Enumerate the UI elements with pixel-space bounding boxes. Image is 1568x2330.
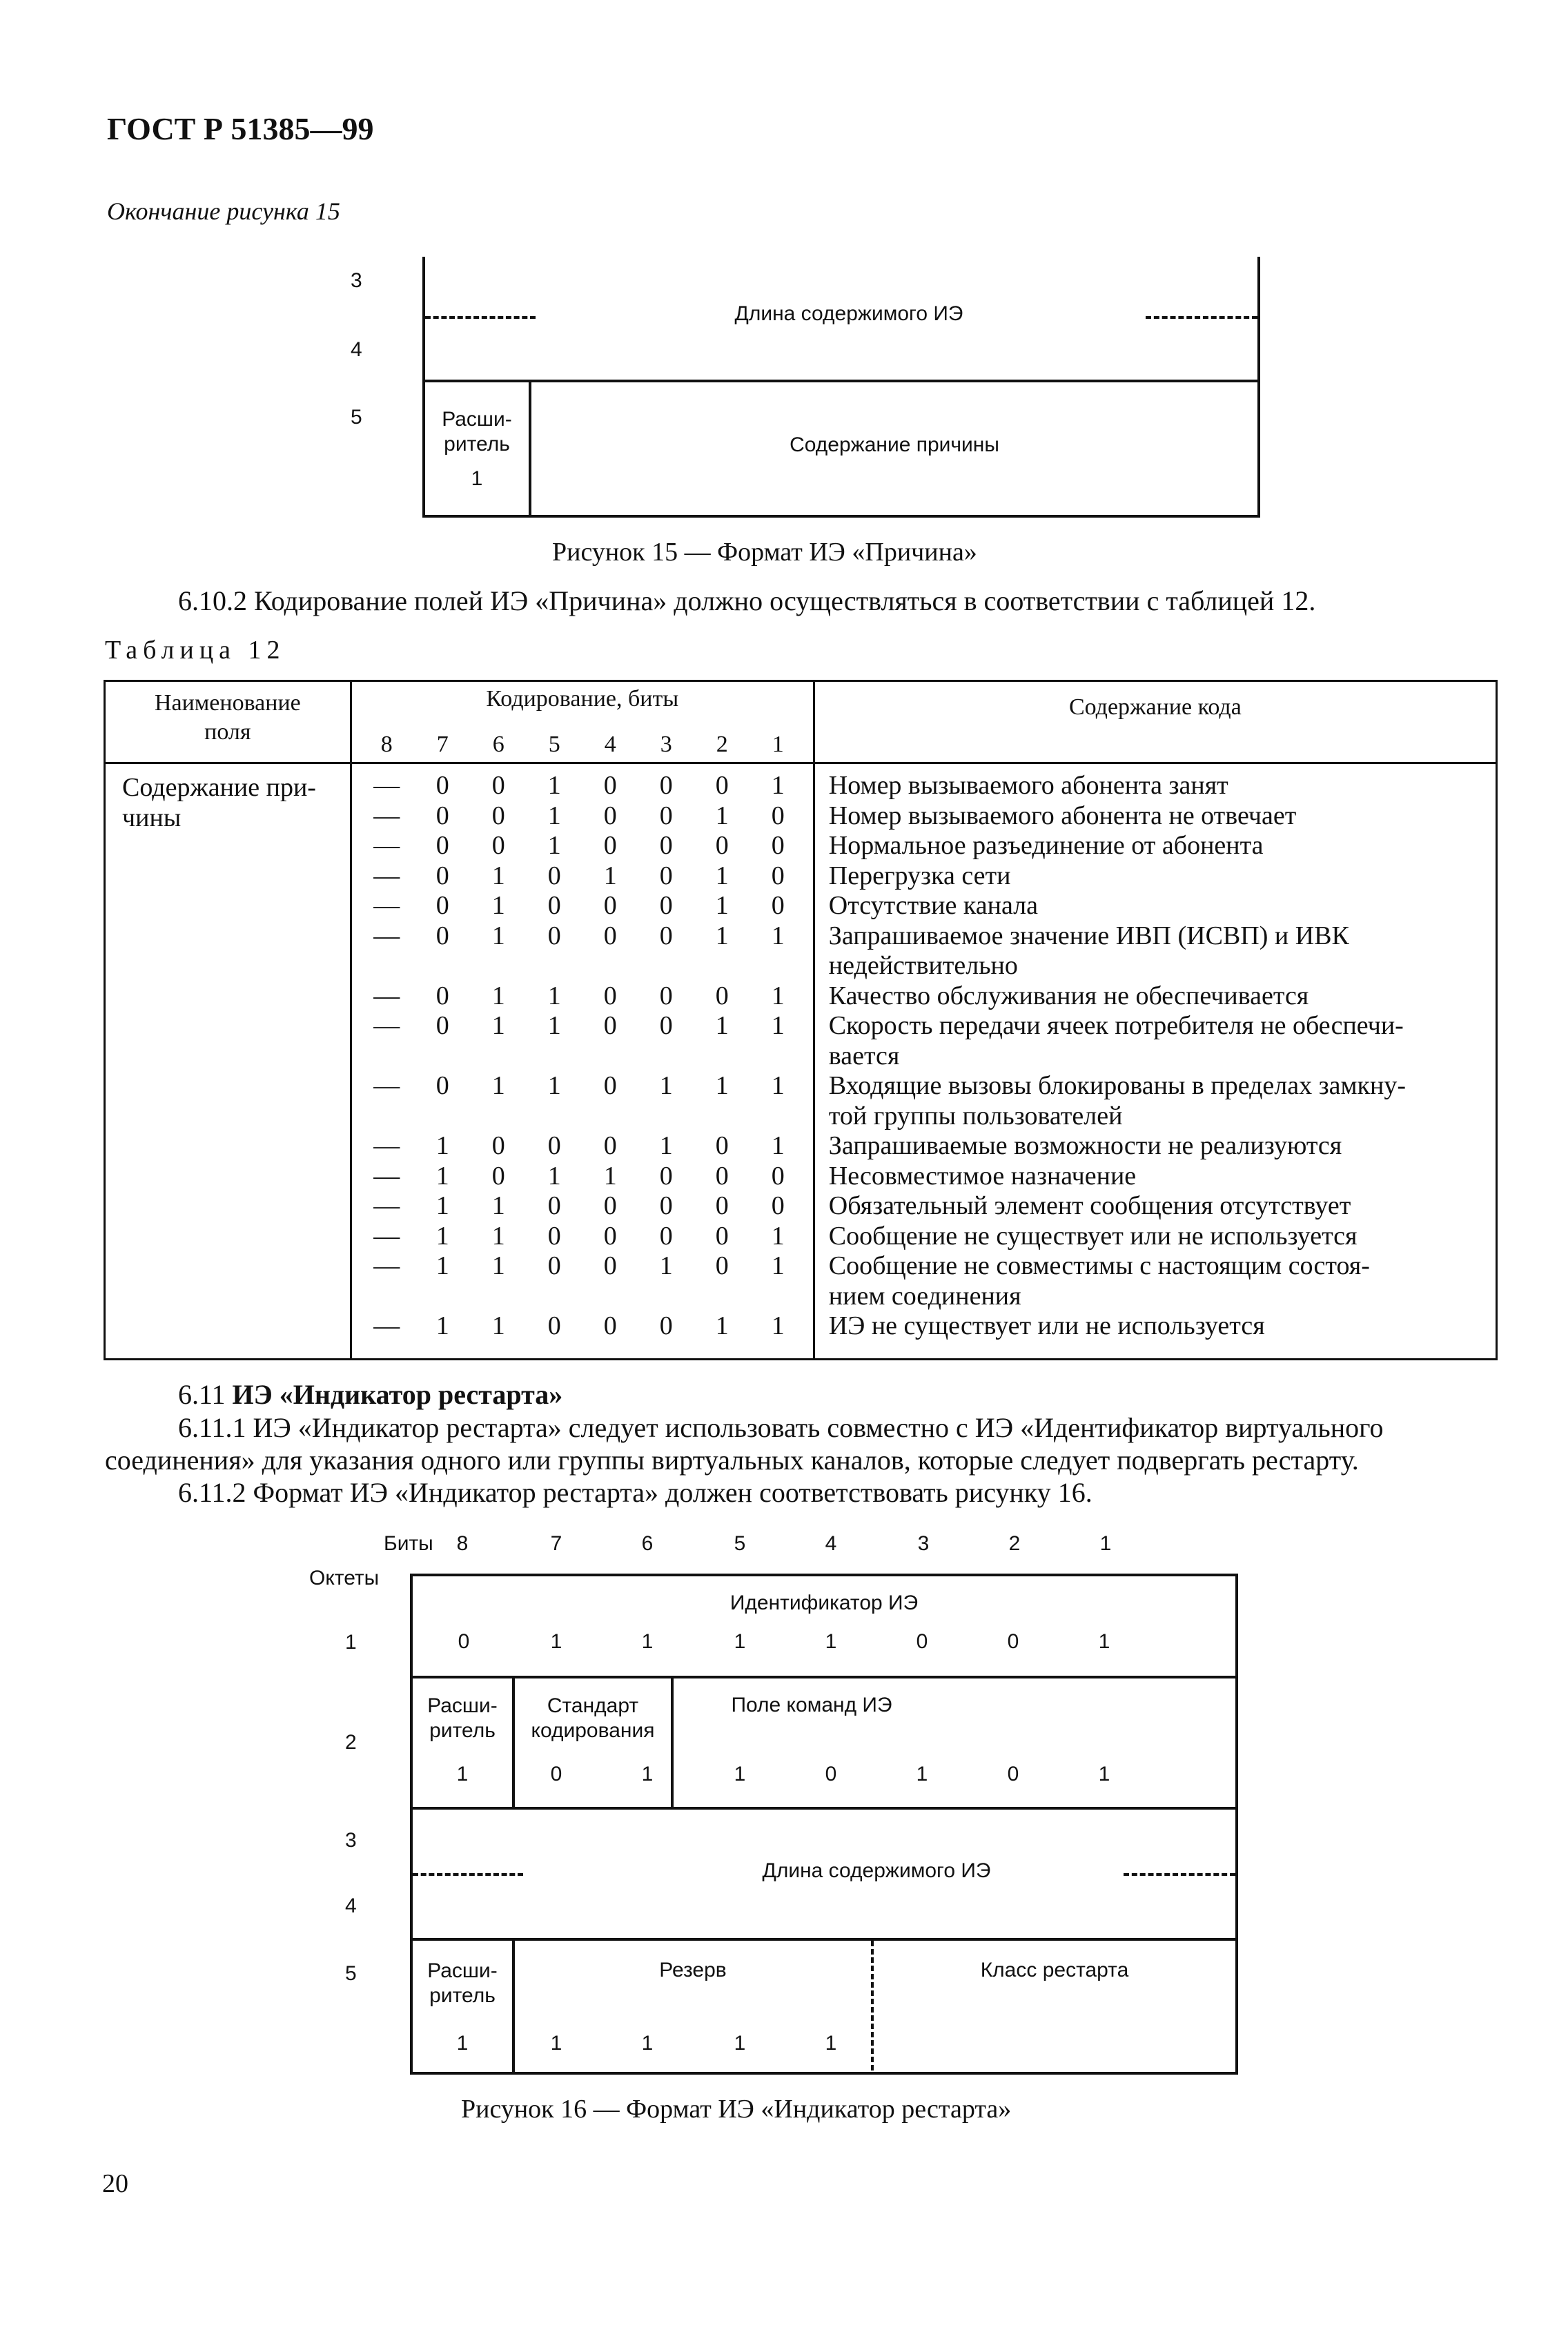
bit-value: 0: [603, 1071, 617, 1100]
octet-number: 1: [345, 1631, 357, 1654]
bit-value: 1: [550, 2032, 562, 2055]
bit-value: 1: [435, 1131, 449, 1160]
bit-value: —: [373, 1251, 400, 1280]
bit-value: —: [373, 861, 400, 890]
figure-15-caption: Рисунок 15 — Формат ИЭ «Причина»: [552, 538, 977, 567]
extender-label: Расши- ритель 1: [442, 408, 512, 490]
bit-number: 1: [772, 732, 784, 757]
bit-value: —: [373, 1011, 400, 1040]
bit-value: 1: [771, 771, 785, 800]
bit-value: 0: [547, 1191, 561, 1220]
code-description-line: Сообщение не совместимы с настоящим состоя-: [828, 1251, 1370, 1280]
bit-value: 0: [491, 831, 505, 860]
bit-value: 1: [547, 981, 561, 1010]
bit-value: 0: [491, 1131, 505, 1160]
bit-number: 4: [604, 732, 616, 757]
bit-value: 0: [825, 1763, 837, 1785]
bit-value: 0: [715, 1191, 729, 1220]
frame-line: [410, 2072, 1238, 2075]
bit-value: 0: [435, 921, 449, 950]
bit-value: 0: [603, 771, 617, 800]
bit-value: 6: [641, 1532, 654, 1555]
bit-value: —: [373, 801, 400, 830]
bit-value: 0: [547, 891, 561, 920]
bit-value: 0: [547, 1251, 561, 1280]
bit-value: 1: [715, 861, 729, 890]
bit-value: 0: [547, 861, 561, 890]
bit-value: 0: [659, 1221, 673, 1251]
code-descriptions: [815, 764, 1496, 1358]
bit-value: 1: [771, 1131, 785, 1160]
bit-value: 0: [550, 1763, 562, 1785]
bit-value: 1: [659, 1071, 673, 1100]
bit-value: 1: [715, 1011, 729, 1040]
table-body-row: [105, 763, 1497, 1360]
octet-number: 5: [351, 406, 362, 429]
dashed-line: [413, 1873, 523, 1876]
bit-value: 0: [458, 1630, 470, 1653]
frame-line: [410, 1807, 1238, 1810]
bit-value: 0: [603, 921, 617, 950]
bit-value: 1: [641, 1763, 654, 1785]
coding-standard-label: Стандарт кодирования: [531, 1694, 655, 1742]
bit-value: 0: [771, 1161, 785, 1191]
bit-value: —: [373, 831, 400, 860]
bit-value: 1: [491, 1251, 505, 1280]
bit-value: 1: [1098, 1763, 1110, 1785]
bit-value: 0: [435, 771, 449, 800]
bit-value: 1: [659, 1131, 673, 1160]
bit-value: —: [373, 1311, 400, 1340]
bit-values: [352, 764, 813, 1358]
bit-value: 1: [547, 1011, 561, 1040]
bit-value: —: [373, 891, 400, 920]
bit-row: [352, 921, 813, 952]
bit-value: 0: [603, 831, 617, 860]
bit-number: 3: [660, 732, 672, 757]
code-description-line: Сообщение не существует или не используется: [828, 1221, 1358, 1251]
section-6-11-heading: 6.11 ИЭ «Индикатор рестарта»: [178, 1379, 563, 1410]
bit-value: 1: [491, 1191, 505, 1220]
bit-row: [352, 861, 813, 892]
bit-value: 0: [659, 1011, 673, 1040]
bit-value: 0: [659, 831, 673, 860]
reserve-label: Резерв: [659, 1959, 727, 1981]
bit-value: 1: [715, 1311, 729, 1340]
command-field-label: Поле команд ИЭ: [731, 1694, 892, 1716]
code-description-line: той группы пользователей: [828, 1101, 1123, 1130]
octet-number: 3: [351, 269, 362, 292]
bit-value: 1: [547, 1071, 561, 1100]
bit-value: 0: [435, 891, 449, 920]
bit-row: [352, 981, 813, 1012]
octet-number: 5: [345, 1962, 357, 1985]
bit-value: 0: [603, 1011, 617, 1040]
bit-value: 0: [659, 771, 673, 800]
paragraph-6-10-2: 6.10.2 Кодирование полей ИЭ «Причина» должно осуществляться в соответствии с таблицей 12.: [178, 585, 1316, 616]
octet-number: 2: [345, 1731, 357, 1754]
bit-value: —: [373, 921, 400, 950]
cause-content-label: Содержание причины: [790, 433, 999, 456]
code-description-line: Скорость передачи ячеек потребителя не обеспечи-: [828, 1011, 1404, 1040]
bit-value: —: [373, 1221, 400, 1251]
bit-row: [352, 1011, 813, 1041]
field-name-cell: Содержание при- чины: [105, 763, 351, 1360]
frame-line: [410, 1938, 1238, 1941]
bit-value: 1: [435, 1251, 449, 1280]
code-description-line: недействительно: [828, 951, 1018, 980]
bit-value: 0: [603, 801, 617, 830]
bit-value: 7: [550, 1532, 562, 1555]
code-description-line: Номер вызываемого абонента занят: [828, 771, 1228, 800]
bit-value: 1: [550, 1630, 562, 1653]
bit-value: 1: [771, 1221, 785, 1251]
bit-value: 0: [435, 1011, 449, 1040]
figure-16-caption: Рисунок 16 — Формат ИЭ «Индикатор рестарта»: [461, 2095, 1012, 2124]
bit-value: 1: [916, 1763, 928, 1785]
bit-value: 1: [491, 861, 505, 890]
bit-value: 0: [659, 921, 673, 950]
bit-value: 0: [603, 1311, 617, 1340]
bits-label: Биты: [384, 1532, 433, 1555]
bit-row: [352, 1162, 813, 1192]
bit-value: 1: [435, 1161, 449, 1191]
extender-label: Расши- ритель: [427, 1694, 498, 1742]
bit-value: 1: [771, 921, 785, 950]
bit-row: [352, 1191, 813, 1222]
bit-value: 1: [659, 1251, 673, 1280]
bit-value: 0: [771, 1191, 785, 1220]
bit-value: 1: [771, 1311, 785, 1340]
bit-value: 0: [715, 771, 729, 800]
bit-value: 0: [659, 1311, 673, 1340]
bit-value: 1: [1098, 1630, 1110, 1653]
bit-number: 8: [380, 732, 393, 757]
bit-value: 0: [916, 1630, 928, 1653]
bit-value: —: [373, 1161, 400, 1191]
bit-value: 1: [491, 1011, 505, 1040]
bit-value: 0: [603, 1251, 617, 1280]
figure-continuation-label: Окончание рисунка 15: [107, 197, 340, 225]
table-12-label: Таблица 12: [105, 636, 286, 665]
bit-values-cell: [351, 763, 814, 1360]
bit-value: 3: [917, 1532, 930, 1555]
bit-value: 0: [715, 1251, 729, 1280]
bit-row: [352, 1311, 813, 1342]
dashed-line: [425, 316, 536, 319]
bit-value: —: [373, 1071, 400, 1100]
bit-value: 0: [491, 1161, 505, 1191]
bit-number-row: [352, 727, 813, 758]
bit-row: [352, 771, 813, 801]
paragraph-6-11-1-line2: соединения» для указания одного или группы виртуальных каналов, которые следует подвергать рестарту.: [105, 1445, 1359, 1476]
bit-value: 5: [734, 1532, 746, 1555]
bit-value: 1: [491, 981, 505, 1010]
bit-value: 0: [659, 1191, 673, 1220]
bit-value: —: [373, 1131, 400, 1160]
frame-line: [1235, 1574, 1238, 2075]
paragraph-6-11-1-line1: 6.11.1 ИЭ «Индикатор рестарта» следует использовать совместно с ИЭ «Идентификатор виртуального: [178, 1412, 1384, 1443]
bit-value: 1: [491, 891, 505, 920]
bit-number: 2: [716, 732, 728, 757]
code-description-line: Отсутствие канала: [828, 891, 1038, 920]
bit-value: 0: [435, 801, 449, 830]
bit-value: 1: [491, 1311, 505, 1340]
bit-value: 1: [825, 2032, 837, 2055]
restart-class-label: Класс рестарта: [980, 1959, 1129, 1981]
bit-value: 1: [435, 1311, 449, 1340]
bit-value: 0: [603, 981, 617, 1010]
bit-value: 1: [771, 1071, 785, 1100]
bit-value: 0: [547, 1221, 561, 1251]
code-description-line: вается: [828, 1041, 900, 1070]
code-description-line: Запрашиваемые возможности не реализуются: [828, 1131, 1342, 1160]
bit-value: 4: [825, 1532, 837, 1555]
code-description-line: Обязательный элемент сообщения отсутствует: [828, 1191, 1351, 1220]
code-content-cell: [814, 763, 1496, 1360]
frame-line: [410, 1676, 1238, 1678]
bit-value: 0: [771, 891, 785, 920]
code-description-line: Перегрузка сети: [828, 861, 1011, 890]
bit-value: 1: [771, 981, 785, 1010]
code-description-line: Входящие вызовы блокированы в пределах замкну-: [828, 1071, 1406, 1100]
bit-value: 0: [435, 831, 449, 860]
bit-value: 1: [715, 1071, 729, 1100]
bit-value: 0: [1007, 1630, 1019, 1653]
bit-value: 0: [715, 981, 729, 1010]
bit-value: 0: [491, 801, 505, 830]
bit-row: [352, 831, 813, 861]
bit-value: 1: [456, 2032, 469, 2055]
frame-line: [1257, 257, 1260, 518]
table-header-row: [105, 681, 1497, 728]
bit-value: 0: [659, 861, 673, 890]
code-description-line: Номер вызываемого абонента не отвечает: [828, 801, 1297, 830]
bit-value: 0: [715, 1131, 729, 1160]
code-description-line: Несовместимое назначение: [828, 1161, 1137, 1191]
bit-value: 0: [771, 831, 785, 860]
bit-value: 0: [435, 1071, 449, 1100]
octet-number: 4: [351, 338, 362, 361]
bit-value: 0: [715, 831, 729, 860]
bit-value: 1: [547, 831, 561, 860]
bit-value: 0: [603, 1221, 617, 1251]
bit-value: 2: [1008, 1532, 1021, 1555]
bit-row: [352, 891, 813, 921]
bit-value: 0: [547, 921, 561, 950]
bit-row: [352, 1251, 813, 1282]
bit-value: 1: [547, 771, 561, 800]
table-12: [104, 680, 1498, 1360]
bit-value: 1: [491, 1221, 505, 1251]
length-label: Длина содержимого ИЭ: [762, 1859, 991, 1882]
identifier-label: Идентификатор ИЭ: [729, 1592, 919, 1614]
bit-value: 1: [641, 1630, 654, 1653]
bit-number: 7: [436, 732, 449, 757]
bit-value: 1: [547, 1161, 561, 1191]
bit-value: 0: [603, 1191, 617, 1220]
column-header-content: Содержание кода: [814, 681, 1496, 763]
bit-value: 1: [771, 1011, 785, 1040]
bit-number: 5: [548, 732, 560, 757]
bit-value: 0: [659, 801, 673, 830]
bit-number: 6: [492, 732, 504, 757]
column-header-field-name: Наименование поля: [105, 681, 351, 763]
bit-value: 0: [1007, 1763, 1019, 1785]
bit-value: 0: [603, 891, 617, 920]
bit-value: 1: [1099, 1532, 1112, 1555]
frame-line: [422, 515, 1260, 518]
bit-row: [352, 1222, 813, 1252]
length-label: Длина содержимого ИЭ: [734, 302, 963, 325]
bit-value: 1: [734, 1630, 746, 1653]
bit-value: 0: [715, 1221, 729, 1251]
code-description-line: Запрашиваемое значение ИВП (ИСВП) и ИВК: [828, 921, 1349, 950]
bit-value: 1: [715, 921, 729, 950]
bit-value: 0: [715, 1161, 729, 1191]
code-description-line: нием соединения: [828, 1281, 1021, 1311]
dashed-line: [1146, 316, 1257, 319]
bit-value: 1: [435, 1221, 449, 1251]
octet-number: 4: [345, 1895, 357, 1917]
bit-value: —: [373, 771, 400, 800]
document-header: ГОСТ Р 51385—99: [107, 111, 374, 146]
bit-value: 1: [491, 921, 505, 950]
extender-label: Расши- ритель: [427, 1959, 498, 2007]
bit-value: 1: [734, 1763, 746, 1785]
octet-number: 3: [345, 1829, 357, 1852]
bit-value: 0: [547, 1131, 561, 1160]
bit-value: 1: [715, 801, 729, 830]
bit-value: 1: [603, 861, 617, 890]
dashed-line: [1124, 1873, 1235, 1876]
bit-value: —: [373, 981, 400, 1010]
bit-value: 1: [771, 1251, 785, 1280]
bit-value: 1: [491, 1071, 505, 1100]
code-description-line: ИЭ не существует или не используется: [828, 1311, 1265, 1340]
bit-value: 1: [435, 1191, 449, 1220]
bit-value: 0: [659, 1161, 673, 1191]
bit-value: 0: [435, 861, 449, 890]
code-description-line: Нормальное разъединение от абонента: [828, 831, 1264, 860]
bit-row: [352, 1131, 813, 1162]
bit-value: 0: [771, 801, 785, 830]
paragraph-6-11-2: 6.11.2 Формат ИЭ «Индикатор рестарта» должен соответствовать рисунку 16.: [178, 1477, 1092, 1508]
bit-row: [352, 1071, 813, 1102]
frame-line: [422, 380, 1260, 382]
bit-value: 0: [659, 981, 673, 1010]
bit-value: 0: [659, 891, 673, 920]
bit-value: 1: [547, 801, 561, 830]
bit-value: 1: [734, 2032, 746, 2055]
bit-value: 1: [825, 1630, 837, 1653]
octets-label: Октеты: [309, 1567, 380, 1589]
bit-value: 0: [491, 771, 505, 800]
bit-value: —: [373, 1191, 400, 1220]
bit-value: 0: [435, 981, 449, 1010]
bit-value: 1: [715, 891, 729, 920]
bit-value: 8: [456, 1532, 469, 1555]
bit-value: 1: [641, 2032, 654, 2055]
frame-line: [410, 1574, 1238, 1576]
bit-value: 1: [603, 1161, 617, 1191]
page-number: 20: [102, 2169, 128, 2198]
bit-value: 0: [603, 1131, 617, 1160]
bit-value: 0: [771, 861, 785, 890]
column-header-coding: Кодирование, биты: [351, 681, 814, 728]
bit-value: 0: [547, 1311, 561, 1340]
bit-row: [352, 801, 813, 832]
bit-value: 1: [456, 1763, 469, 1785]
code-description-line: Качество обслуживания не обеспечивается: [828, 981, 1309, 1010]
